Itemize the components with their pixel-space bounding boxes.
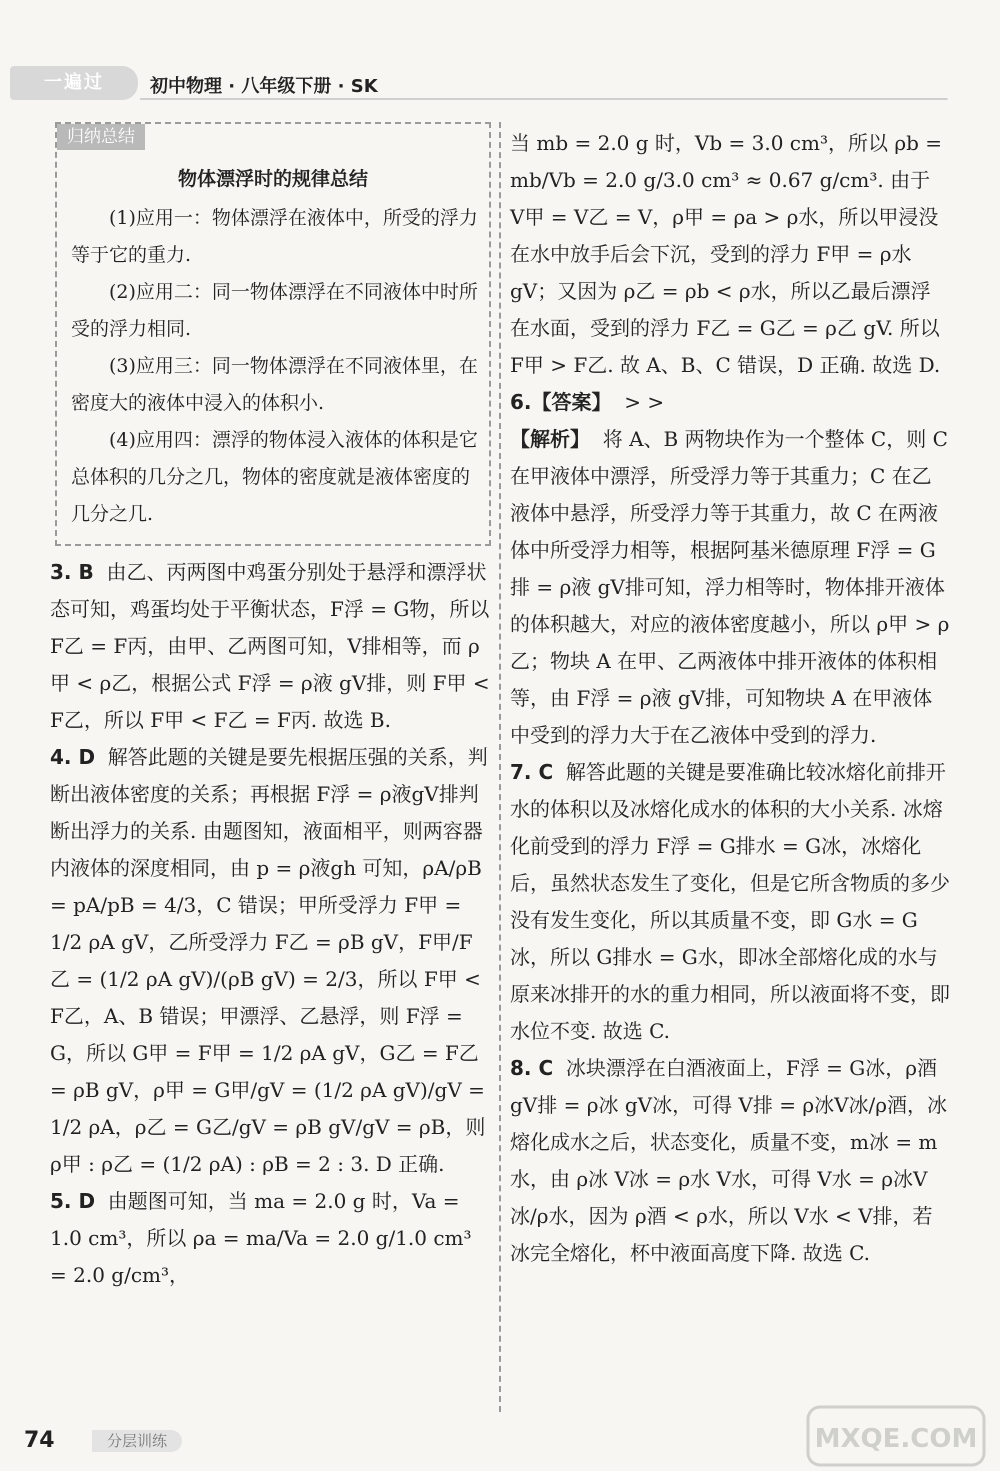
watermark-logo (806, 1405, 986, 1467)
summary-item: (1)应用一：物体漂浮在液体中，所受的浮力等于它的重力. (71, 207, 478, 266)
question-number: 7. C (510, 760, 554, 784)
left-column (50, 554, 490, 1294)
answer-6-analysis (510, 421, 950, 754)
footer-label: 分层训练 (92, 1430, 182, 1452)
summary-item: (4)应用四：漂浮的物体浸入液体的体积是它总体积的几分之几，物体的密度就是液体密度的几分之几. (71, 429, 478, 525)
answer-text: 由乙、丙两图中鸡蛋分别处于悬浮和漂浮状态可知，鸡蛋均处于平衡状态，F浮 = G物，所以 F乙 = F丙，由甲、乙两图可知，V排相等，而 ρ甲 < ρ乙，根据公式 F浮 = ρ液 gV排，则 F甲 < F乙，所以 F甲 < F乙 = F丙. 故选 B. (50, 560, 490, 732)
answer-text: 解答此题的关键是要先根据压强的关系，判断出液体密度的关系；再根据 F浮 = ρ液gV排判断出浮力的关系. 由题图知，液面相平，则两容器内液体的深度相同，由 p = ρ液gh 可知，ρA/ρB = pA/pB = 4/3，C 错误；甲所受浮力 F甲 = 1/2 ρA gV，乙所受浮力 F乙 = ρB gV，F甲/F乙 = (1/2 ρA gV)/(ρB gV) = 2/3，所以 F甲 < F乙，A、B 错误；甲漂浮、乙悬浮，则 F浮 = G，所以 G甲 = F甲 = 1/2 ρA gV，G乙 = F乙 = ρB gV，ρ甲 = G甲/gV = (1/2 ρA gV)/gV = 1/2 ρA，ρ乙 = G乙/gV = ρB gV/gV = ρB，则 ρ甲 : ρ乙 = (1/2 ρA) : ρB = 2 : 3. D 正确. (50, 745, 488, 1176)
question-number: 6.【答案】 (510, 390, 612, 414)
question-number: 5. D (50, 1189, 96, 1213)
answer-text: 冰块漂浮在白酒液面上，F浮 = G冰，ρ酒 gV排 = ρ冰 gV冰，可得 V排 = ρ冰V冰/ρ酒，冰熔化成水之后，状态变化，质量不变，m冰 = m水，由 ρ冰 V冰 = ρ水 V水，可得 V水 = ρ冰V冰/ρ水，因为 ρ酒 < ρ水，所以 V水 < V排，若冰完全熔化，杯中液面高度下降. 故选 C. (510, 1056, 948, 1265)
summary-body (71, 200, 481, 533)
summary-tag: 归纳总结 (57, 124, 145, 150)
answer-7 (510, 754, 950, 1050)
question-number: 4. D (50, 745, 96, 769)
question-number: 3. B (50, 560, 94, 584)
answer-4 (50, 739, 490, 1183)
column-divider (499, 122, 501, 1412)
summary-item: (3)应用三：同一物体漂浮在不同液体里，在密度大的液体中浸入的体积小. (71, 355, 478, 414)
summary-box (55, 122, 491, 546)
summary-item: (2)应用二：同一物体漂浮在不同液体中时所受的浮力相同. (71, 281, 478, 340)
brand-badge: 一遍过 (10, 66, 138, 100)
answer-8 (510, 1050, 950, 1272)
watermark-icon (806, 1405, 986, 1467)
right-column (510, 125, 950, 1272)
watermark-text: MXQE.COM (814, 1424, 978, 1454)
page-header (0, 58, 1000, 110)
answer-5 (50, 1183, 490, 1294)
book-title: 初中物理 · 八年级下册 · SK (150, 76, 378, 97)
summary-title: 物体漂浮时的规律总结 (177, 168, 368, 190)
answer-6 (510, 384, 950, 421)
answer-text: > > (624, 390, 665, 414)
answer-text: 由题图可知，当 ma = 2.0 g 时，Va = 1.0 cm³，所以 ρa = ma/Va = 2.0 g/1.0 cm³ = 2.0 g/cm³， (50, 1189, 472, 1287)
answer-text: 将 A、B 两物块作为一个整体 C，则 C 在甲液体中漂浮，所受浮力等于其重力；C 在乙液体中悬浮，所受浮力等于其重力，故 C 在两液体中所受浮力相等，根据阿基米德原理 F浮 = G排 = ρ液 gV排可知，浮力相等时，物体排开液体的体积越大，对应的液体密度越小，所以 ρ甲 > ρ乙；物块 A 在甲、乙两液体中排开液体的体积相等，由 F浮 = ρ液 gV排，可知物块 A 在甲液体中受到的浮力大于在乙液体中受到的浮力. (510, 427, 950, 747)
question-number: 8. C (510, 1056, 554, 1080)
page-number: 74 (24, 1428, 55, 1453)
answer-text: 当 mb = 2.0 g 时，Vb = 3.0 cm³，所以 ρb = mb/Vb = 2.0 g/3.0 cm³ ≈ 0.67 g/cm³. 由于 V甲 = V乙 = V，ρ甲 = ρa > ρ水，所以甲浸没在水中放手后会下沉，受到的浮力 F甲 = ρ水 gV；又因为 ρ乙 = ρb < ρ水，所以乙最后漂浮在水面，受到的浮力 F乙 = G乙 = ρ乙 gV. 所以 F甲 > F乙. 故 A、B、C 错误，D 正确. 故选 D. (510, 131, 943, 377)
analysis-label: 【解析】 (510, 427, 590, 451)
answer-5-continued (510, 125, 950, 384)
answer-3 (50, 554, 490, 739)
answer-text: 解答此题的关键是要准确比较冰熔化前排开水的体积以及冰熔化成水的体积的大小关系. 冰熔化前受到的浮力 F浮 = G排水 = G冰，冰熔化后，虽然状态发生了变化，但是它所含物质的多少没有发生变化，所以其质量不变，即 G水 = G冰，所以 G排水 = G水，即冰全部熔化成的水与原来冰排开的水的重力相同，所以液面将不变，即水位不变. 故选 C. (510, 760, 950, 1043)
header-rule (140, 98, 948, 100)
